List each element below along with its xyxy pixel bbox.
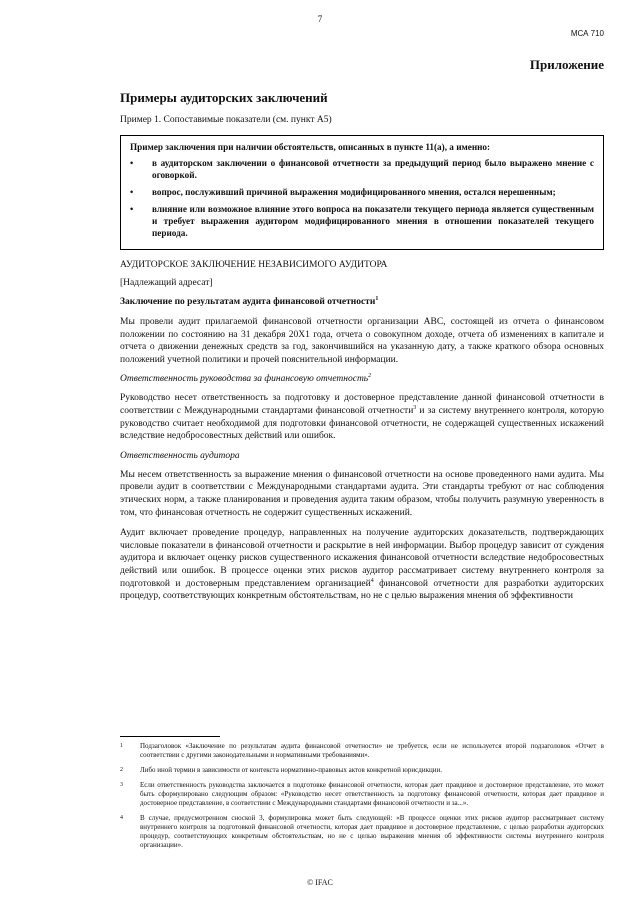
- paragraph-text: и за систему внутреннего контроля, которую руководство считает необходимой для подготовки финансовой отчетности, не содержащей существенных искажений вследствие недобросовестных действий или ошибок.: [120, 405, 604, 442]
- footnote-ref: 1: [375, 295, 379, 302]
- bullet-text: влияние или возможное влияние этого вопроса на показатели текущего периода является существенным и требует выражения аудитором модифицированного мнения в отношении показателей текущего периода.: [152, 204, 594, 238]
- box-bullet: [130, 157, 594, 181]
- paragraph-scope: Мы провели аудит прилагаемой финансовой отчетности организации ABC, состоящей из отчета о финансовом положении по состоянию на 31 декабря 20X1 года, отчета о совокупном доходе, отчета об изменениях в капитале и отчета о движении денежных средств за год, закончившийся на указанную дату, а также краткого обзора основных положений учетной политики и прочей пояснительной информации.: [120, 317, 604, 365]
- heading-text: Заключение по результатам аудита финансовой отчетности: [120, 297, 376, 307]
- paragraph-audit-procedures: [120, 527, 604, 603]
- footnote-text: Если ответственность руководства заключается в подготовке финансовой отчетности, которая дает правдивое и достоверное представление, это может быть сформулировано следующим образом: «Руководство несет ответственность за подготовку финансовой отчетности, которая дает правдивое и достоверное представление, в соответствии с Международными стандартами финансовой отчетности и за...».: [140, 781, 604, 807]
- footnote-number: 3: [120, 782, 123, 788]
- paragraph-text: Аудит включает проведение процедур, направленных на получение аудиторских доказательств, подтверждающих числовые показатели в финансовой отчетности и раскрытие в ней информации. Выбор процедур зависит от суждения аудитора и включает оценку рисков существенного искажения финансовой отчетности вследствие недобросовестных действий или ошибок. В процессе оценки этих рисков аудитор рассматривает систему внутреннего контроля за подготовкой и достоверным представлением организацией: [120, 528, 604, 589]
- circumstances-box: [120, 135, 604, 250]
- footnote: [120, 766, 604, 775]
- page-number: 7: [317, 14, 323, 24]
- footnote: [120, 814, 604, 850]
- footnote-text: Либо иной термин в зависимости от контекста нормативно-правовых актов конкретной юрисдикции.: [140, 766, 442, 774]
- appendix-label: Приложение: [529, 57, 604, 72]
- addressee: [Надлежащий адресат]: [120, 278, 213, 288]
- footnote-text: В случае, предусмотренном сноской 3, формулировка может быть следующей: «В процессе оценки этих рисков аудитор рассматривает систему внутреннего контроля за подготовкой финансовой отчетности, которая дает правдивое и достоверное представление, с целью разработки аудиторских процедур, соответствующих конкретным обстоятельствам, но не с целью выражения мнения об эффективности системы внутреннего контроля организации».: [140, 814, 604, 849]
- bullet-text: вопрос, послуживший причиной выражения модифицированного мнения, остался нерешенным;: [152, 187, 556, 197]
- example-line: Пример 1. Сопоставимые показатели (см. пункт A5): [120, 115, 332, 125]
- footnote-number: 2: [120, 767, 123, 773]
- footnote-divider: [120, 736, 220, 737]
- footnote-ref: 2: [368, 373, 372, 380]
- heading-text: Ответственность руководства за финансовую отчетность: [120, 374, 369, 385]
- footnotes: [120, 742, 604, 856]
- section-heading-audit-report: [120, 297, 604, 307]
- footnote-text: Подзаголовок «Заключение по результатам аудита финансовой отчетности» не требуется, если не используется второй подзаголовок «Отчет в соответствии с другими законодательными и нормативными требованиями».: [140, 742, 604, 759]
- standard-code: МСА 710: [570, 29, 604, 38]
- box-bullet: [130, 186, 594, 198]
- box-intro: Пример заключения при наличии обстоятельств, описанных в пункте 11(a), а именно:: [130, 142, 491, 152]
- page-title: Примеры аудиторских заключений: [120, 90, 328, 105]
- report-title: АУДИТОРСКОЕ ЗАКЛЮЧЕНИЕ НЕЗАВИСИМОГО АУДИТОРА: [120, 260, 388, 270]
- section-heading-auditor: Ответственность аудитора: [120, 450, 240, 461]
- bullet-icon: •: [130, 204, 134, 214]
- section-heading-management: [120, 374, 604, 384]
- bullet-icon: •: [130, 158, 134, 168]
- bullet-icon: •: [130, 187, 134, 197]
- bullet-text: в аудиторском заключении о финансовой отчетности за предыдущий период было выражено мнение с оговоркой.: [152, 158, 594, 180]
- paragraph-management: [120, 392, 604, 442]
- main-content: [120, 90, 604, 611]
- paragraph-text: Руководство несет ответственность за подготовку и достоверное представление данной финансовой отчетности в соответствии с Международными стандартами финансовой отчетности: [120, 393, 604, 416]
- copyright-footer: © IFAC: [307, 878, 333, 887]
- footnote: [120, 781, 604, 808]
- footnote-number: 4: [120, 815, 123, 821]
- box-bullet: [130, 203, 594, 239]
- paragraph-auditor-responsibility: Мы несем ответственность за выражение мнения о финансовой отчетности на основе проведенного нами аудита. Мы провели аудит в соответствии с Международными стандартами аудита. Эти стандарты требуют от нас соблюдения этических норм, а также планирования и проведения аудита таким образом, чтобы получить разумную уверенность в том, что финансовая отчетность не содержит существенных искажений.: [120, 469, 604, 518]
- footnote-ref: 3: [413, 404, 417, 411]
- footnote: [120, 742, 604, 760]
- paragraph-text: финансовой отчетности для разработки аудиторских процедур, соответствующих конкретным обстоятельствам, но не с целью выражения мнения об эффективности: [120, 578, 604, 602]
- footnote-ref: 4: [370, 577, 374, 584]
- footnote-number: 1: [120, 743, 123, 749]
